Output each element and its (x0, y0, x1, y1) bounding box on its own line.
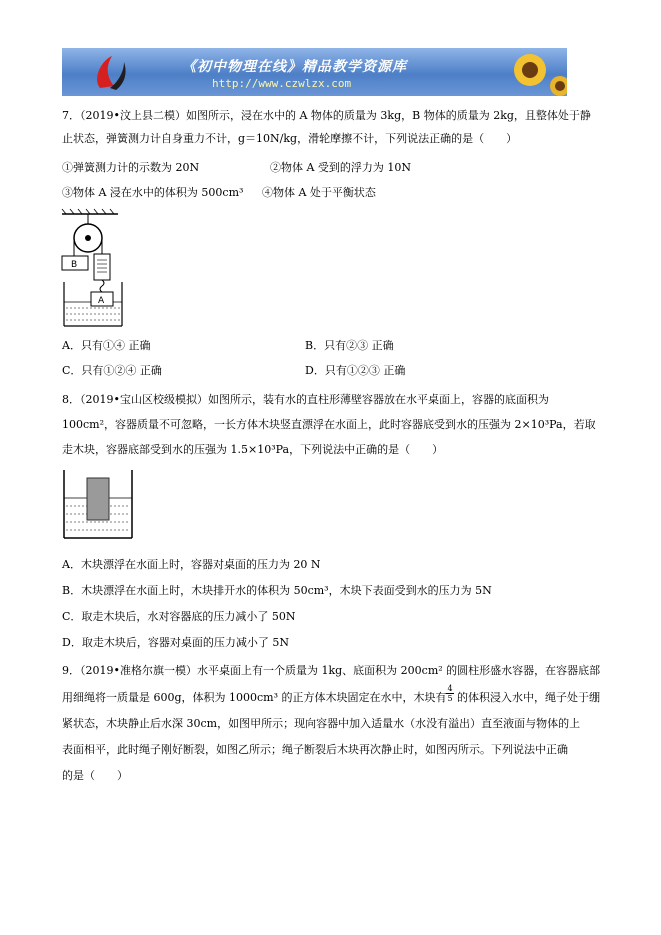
sunflower-center (522, 62, 538, 78)
q7-statement-2: ②物体 A 受到的浮力为 10N (270, 161, 412, 174)
q8-option-d: D．取走木块后，容器对桌面的压力减小了 5N (62, 636, 289, 649)
q7-line-2: 止状态，弹簧测力计自身重力不计，g＝10N/kg，滑轮摩擦不计，下列说法正确的是（ ） (62, 132, 518, 145)
q9-line-3: 紧状态，木块静止后水深 30cm，如图甲所示；现向容器中加入适量水（水没有溢出）直至液面与物体的上 (62, 717, 581, 730)
q9-line-5: 的是（ ） (62, 769, 128, 782)
q8-option-b: B．木块漂浮在水面上时，木块排开水的体积为 50cm³，木块下表面受到水的压力为 5N (62, 584, 492, 597)
label-b: B (71, 260, 78, 270)
q7-line-1: 7．（2019•汶上县二模）如图所示，浸在水中的 A 物体的质量为 3kg，B 物体的质量为 2kg，且整体处于静 (62, 109, 591, 122)
q8-option-c: C．取走木块后，水对容器底的压力减小了 50N (62, 610, 296, 623)
q8-figure (60, 468, 136, 542)
logo-mark (97, 56, 114, 88)
q8-line-2: 100cm²，容器质量不可忽略，一长方体木块竖直漂浮在水面上，此时容器底受到水的压强为 2×10³Pa，若取 (62, 418, 596, 431)
q7-option-b: B．只有②③ 正确 (305, 339, 394, 352)
wood-block (87, 478, 109, 520)
q7-option-a: A．只有①④ 正确 (62, 339, 151, 352)
q8-option-a: A．木块漂浮在水面上时，容器对桌面的压力为 20 N (62, 558, 321, 571)
fraction-denominator: 5 (447, 694, 453, 703)
label-a: A (98, 296, 105, 306)
banner-title: 《初中物理在线》精品教学资源库 (182, 59, 407, 75)
q9-line-4: 表面相平，此时绳子刚好断裂，如图乙所示；绳子断裂后木块再次静止时，如图丙所示。下列说法中正确 (62, 743, 568, 756)
q8-line-1: 8．（2019•宝山区校级模拟）如图所示，装有水的直柱形薄壁容器放在水平桌面上，容器的底面积为 (62, 393, 549, 406)
q7-option-c: C．只有①②④ 正确 (62, 364, 162, 377)
header-banner (62, 48, 567, 96)
q7-figure (58, 208, 138, 333)
spring-scale (94, 254, 110, 280)
q7-statement-1: ①弹簧测力计的示数为 20N (62, 161, 200, 174)
q9-fraction (446, 684, 454, 703)
q9-line-2a: 用细绳将一质量是 600g，体积为 1000cm³ 的正方体木块固定在水中，木块有 (62, 691, 447, 704)
q8-line-3: 走木块，容器底部受到水的压强为 1.5×10³Pa，下列说法中正确的是（ ） (62, 443, 444, 456)
q9-line-2b: 的体积浸入水中，绳子处于绷 (457, 691, 600, 704)
q7-statement-3: ③物体 A 浸在水中的体积为 500cm³ (62, 186, 244, 199)
banner-url: http://www.czwlzx.com (212, 77, 352, 90)
q7-option-d: D．只有①②③ 正确 (305, 364, 406, 377)
q7-statement-4: ④物体 A 处于平衡状态 (262, 186, 376, 199)
fraction-numerator: 4 (447, 684, 453, 693)
q9-line-1: 9．（2019•准格尔旗一模）水平桌面上有一个质量为 1kg、底面积为 200cm² 的圆柱形盛水容器，在容器底部 (62, 664, 601, 677)
